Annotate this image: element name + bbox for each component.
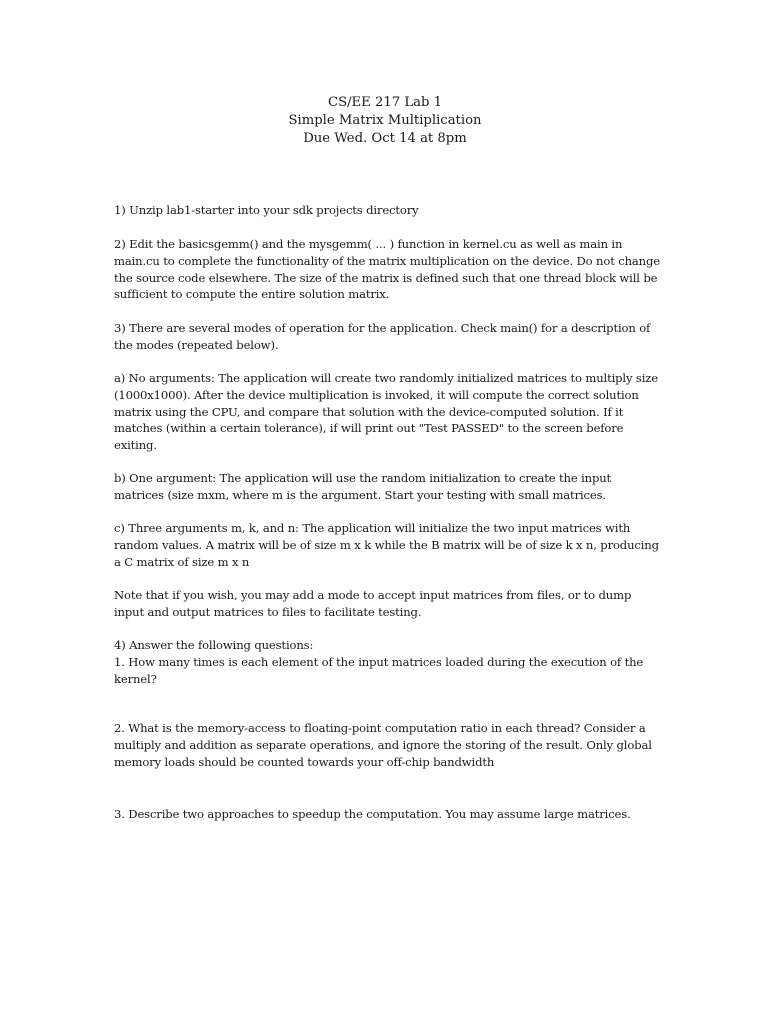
question-2: 2. What is the memory-access to floating-point computation ratio in each thread? Consider a multiply and addition as separate operations, and ignore the storing of the result. Only global memory loads should be counted towards your off-chip bandwidth (114, 721, 652, 769)
question-3: 3. Describe two approaches to speedup the computation. You may assume large matrices. (114, 807, 631, 821)
due-date: Due Wed. Oct 14 at 8pm (303, 131, 467, 146)
note-paragraph: Note that if you wish, you may add a mode to accept input matrices from files, or to dump input and output matrices to files to facilitate testing. (114, 588, 632, 619)
title-block (0, 94, 770, 148)
step-3-paragraph: 3) There are several modes of operation for the application. Check main() for a description of the modes (repeated below). (114, 321, 651, 352)
step-4-heading: 4) Answer the following questions: (114, 638, 314, 652)
step-1-paragraph: 1) Unzip lab1-starter into your sdk projects directory (114, 203, 419, 217)
course-title: CS/EE 217 Lab 1 (327, 95, 443, 110)
lab-title: Simple Matrix Multiplication (288, 113, 482, 128)
mode-b-paragraph: b) One argument: The application will use the random initialization to create the input matrices (size mxm, where m is the argument. Start your testing with small matrices. (114, 471, 612, 502)
mode-c-paragraph: c) Three arguments m, k, and n: The application will initialize the two input matrices with random values. A matrix will be of size m x k while the B matrix will be of size k x n, producing a C matrix of size m x n (114, 521, 659, 569)
question-1: 1. How many times is each element of the input matrices loaded during the execution of the kernel? (114, 655, 644, 686)
step-2-paragraph: 2) Edit the basicsgemm() and the mysgemm( ... ) function in kernel.cu as well as main in main.cu to complete the functionality of the matrix multiplication on the device. Do not change the source code elsewhere. The size of the matrix is defined such that one thread block will be sufficient to compute the entire solution matrix. (114, 237, 660, 302)
mode-a-paragraph: a) No arguments: The application will create two randomly initialized matrices to multiply size (1000x1000). After the device multiplication is invoked, it will compute the correct solution matrix using the CPU, and compare that solution with the device-computed solution. If it matches (within a certain tolerance), if will print out "Test PASSED" to the screen before exiting. (114, 371, 658, 453)
